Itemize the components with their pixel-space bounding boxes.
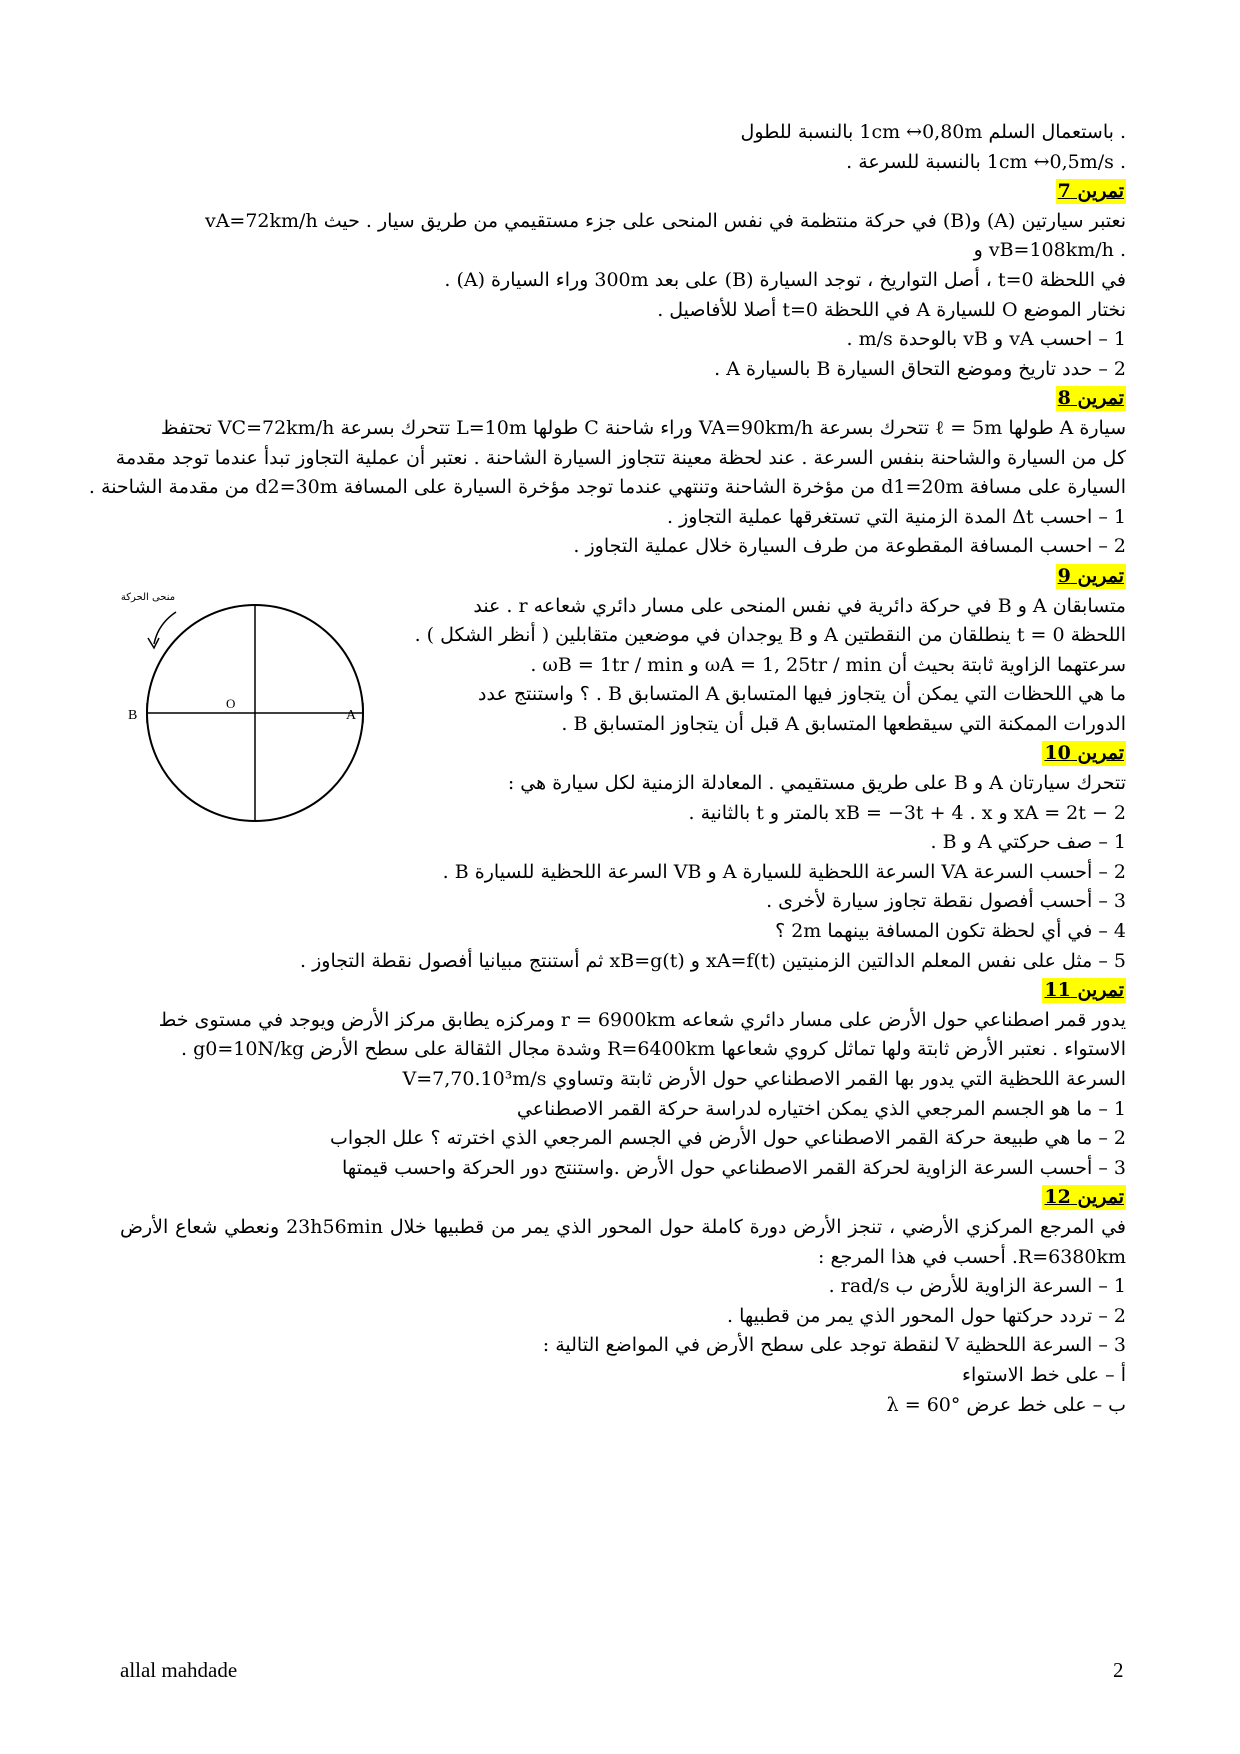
exercise-9-title: تمرين 9 [1057,564,1124,587]
exercise-7-heading [120,177,1126,207]
exercise-11-line: 3 – أحسب السرعة الزاوية لحركة القمر الاصطناعي حول الأرض .واستنتج دور الحركة واحسب قيمتها [342,1156,1126,1179]
exercise-10-title: تمرين 10 [1044,742,1124,765]
direction-label: منحى الحركة [120,592,176,603]
exercise-7-line: 1 – احسب vA و vB بالوحدة m/s . [846,328,1126,351]
exercise-11-line: 2 – ما هي طبيعة حركة القمر الاصطناعي حول الأرض في الجسم المرجعي الذي اخترته ؟ علل الجواب [330,1127,1126,1150]
footer-author: allal mahdade [120,1658,238,1682]
exercise-11-line: السرعة اللحظية التي يدور بها القمر الاصطناعي حول الأرض ثابتة وتساوي V=7,70.10³m/s [402,1068,1126,1090]
exercise-12-line: 3 – السرعة اللحظية V لنقطة توجد على سطح الأرض في المواضع التالية : [542,1334,1126,1357]
exercise-10-line: 2 – أحسب السرعة VA السرعة اللحظية للسيارة A و VB السرعة اللحظية للسيارة B . [442,860,1126,883]
exercise-8-line: 2 – احسب المسافة المقطوعة من طرف السيارة خلال عملية التجاوز . [573,535,1126,558]
exercise-10-line: xA = 2t − 2 و xB = −3t + 4 . x بالمتر و t بالثانية . [688,801,1126,824]
exercise-9-line: متسابقان A و B في حركة دائرية في نفس المنحى على مسار دائري شعاعه r . عند [473,594,1126,617]
exercise-9-line: الدورات الممكنة التي سيقطعها المتسابق A قبل أن يتجاوز المتسابق B . [561,712,1126,735]
direction-arrow-icon [154,612,176,644]
exercise-12-line: ب – على خط عرض λ = 60° [886,1393,1126,1416]
exercise-9-line: اللحظة t = 0 ينطلقان من النقطتين A و B يوجدان في موضعين متقابلين ( أنظر الشكل ) . [414,624,1126,647]
intro-line-1: . باستعمال السلم 1cm ↔0,80m بالنسبة للطول [740,121,1126,143]
exercise-8-heading [120,384,1126,414]
exercise-11-line: يدور قمر اصطناعي حول الأرض على مسار دائري شعاعه r = 6900km ومركزه يطابق مركز الأرض ويوجد في مستوى خط [158,1008,1126,1031]
exercise-8-line: كل من السيارة والشاحنة بنفس السرعة . عند لحظة معينة تتجاوز السيارة الشاحنة . نعتبر أن عملية التجاوز تبدأ عندما توجد مقدمة [115,446,1126,469]
exercise-12-line: 1 – السرعة الزاوية للأرض ب rad/s . [828,1275,1126,1298]
circular-track-figure [88,586,398,840]
exercise-7-line: . vB=108km/h و [973,239,1126,262]
point-b-label: B [128,708,138,723]
exercise-9-line: ما هي اللحظات التي يمكن أن يتجاوز فيها المتسابق A المتسابق B . ؟ واستنتج عدد [478,683,1126,706]
exercise-10-line: تتحرك سيارتان A و B على طريق مستقيمي . المعادلة الزمنية لكل سيارة هي : [507,772,1126,795]
exercise-9-line: سرعتهما الزاوية ثابتة بحيث أن ωA = 1, 25tr / min و ωB = 1tr / min . [530,653,1126,676]
exercise-12-line: في المرجع المركزي الأرضي ، تنجز الأرض دورة كاملة حول المحور الذي يمر من قطبيها خلال 23h56min ونعطي شعاع الأرض R=6380km. أحسب في هذا المرجع : [120,1215,1126,1268]
exercise-12-heading [120,1183,1126,1213]
exercise-11-line: الاستواء . نعتبر الأرض ثابتة ولها تماثل كروي شعاعها R=6400km وشدة مجال الثقالة على سطح الأرض g0=10N/kg . [180,1038,1126,1061]
exercise-11-line: 1 – ما هو الجسم المرجعي الذي يمكن اختياره لدراسة حركة القمر الاصطناعي [516,1097,1126,1120]
exercise-12-line: 2 – تردد حركتها حول المحور الذي يمر من قطبيها . [727,1304,1126,1327]
point-a-label: A [346,708,357,723]
exercise-11-heading [120,976,1126,1006]
exercise-10-line: 1 – صف حركتي A و B . [930,831,1126,854]
exercise-11-title: تمرين 11 [1044,979,1124,1002]
exercise-10-line: 4 – في أي لحظة تكون المسافة بينهما 2m ؟ [775,920,1126,943]
exercise-7-line: في اللحظة t=0 ، أصل التواريخ ، توجد السيارة (B) على بعد 300m وراء السيارة (A) . [444,268,1126,291]
exercise-7-line: نعتبر سيارتين (A) و(B) في حركة منتظمة في نفس المنحى على جزء مستقيمي من طريق سيار . حيث vA=72km/h [204,209,1126,232]
page-number: 2 [1113,1658,1124,1682]
exercise-12-line: أ – على خط الاستواء [962,1363,1126,1386]
exercise-8-title: تمرين 8 [1057,387,1124,410]
exercise-7-title: تمرين 7 [1057,180,1124,203]
exercise-8-line: سيارة A طولها ℓ = 5m تتحرك بسرعة VA=90km/h وراء شاحنة C طولها L=10m تتحرك بسرعة VC=72km/h تحتفظ [160,416,1126,439]
exercise-10-line: 3 – أحسب أفصول نقطة تجاوز سيارة لأخرى . [766,890,1126,913]
intro-line-2: . 1cm ↔0,5m/s بالنسبة للسرعة . [846,150,1126,173]
center-o-label: O [226,696,236,711]
exercise-12-title: تمرين 12 [1044,1186,1124,1209]
exercise-7-line: نختار الموضع O للسيارة A في اللحظة t=0 أصلا للأفاصيل . [657,298,1126,321]
exercise-10-line: 5 – مثل على نفس المعلم الدالتين الزمنيتين xA=f(t) و xB=g(t) ثم أستنتج مبيانيا أفصول نقطة التجاوز . [300,949,1126,972]
exercise-7-line: 2 – حدد تاريخ وموضع التحاق السيارة B بالسيارة A . [714,357,1126,380]
exercise-8-line: 1 – احسب Δt المدة الزمنية التي تستغرقها عملية التجاوز . [666,505,1126,528]
exercise-8-line: السيارة على مسافة d1=20m من مؤخرة الشاحنة وتنتهي عندما توجد مؤخرة السيارة على المسافة d2=30m من مقدمة الشاحنة . [88,476,1126,499]
